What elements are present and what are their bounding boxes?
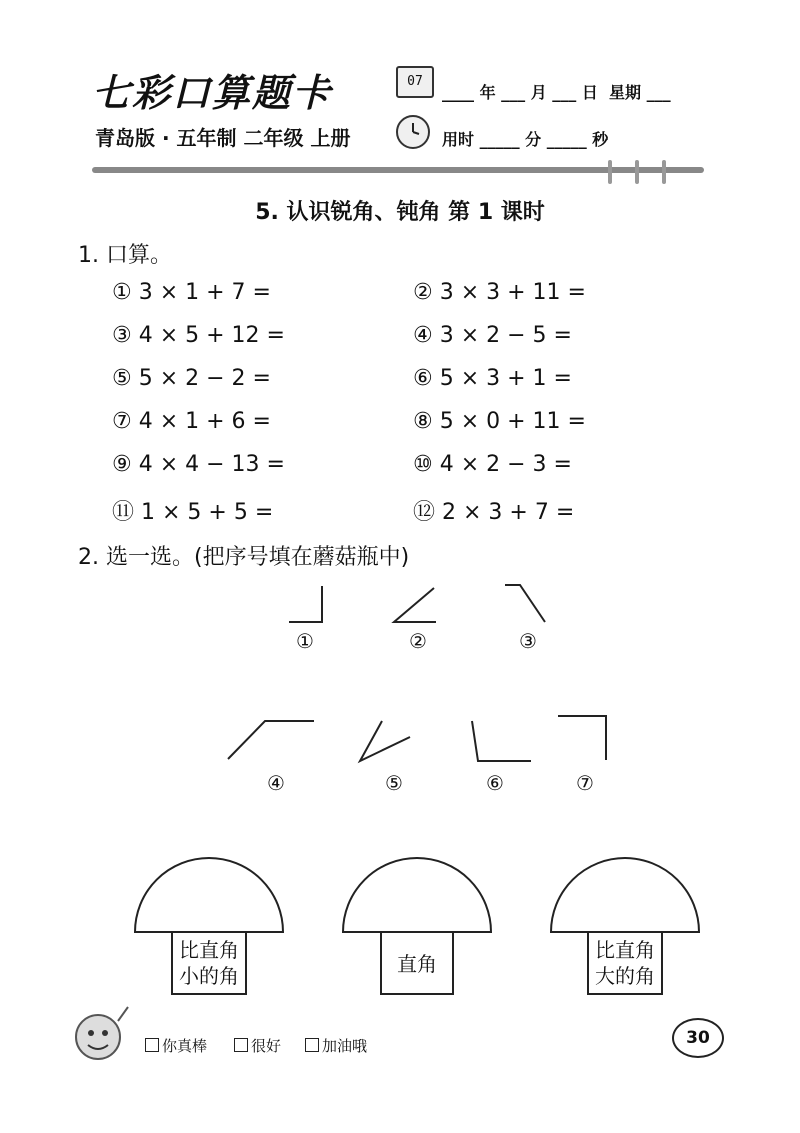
mushroom-1-line2: 小的角 (179, 964, 239, 988)
rating-good[interactable] (234, 1035, 281, 1056)
rating-excellent[interactable] (145, 1035, 207, 1056)
mushroom-3-line2: 大的角 (595, 964, 655, 988)
question-1-title: 1. 口算。 (78, 243, 172, 268)
mushroom-cap-2 (343, 858, 491, 932)
problem-6: ⑥ 5 × 3 + 1 = (413, 366, 572, 391)
mushroom-2-label (381, 951, 453, 977)
angle-2-figure (394, 588, 436, 622)
mushroom-1-line1: 比直角 (179, 938, 239, 962)
option-7: ⑦ (576, 771, 594, 795)
time-line: 用时 _____ 分 _____ 秒 (442, 130, 609, 149)
checkbox-icon[interactable] (234, 1038, 248, 1052)
option-1: ① (296, 629, 314, 653)
angle-3-figure (505, 585, 545, 622)
mushroom-3-line1: 比直角 (595, 938, 655, 962)
page-number: 30 (672, 1018, 724, 1058)
checkbox-icon[interactable] (145, 1038, 159, 1052)
rating-good-label: 很好 (251, 1037, 282, 1055)
problem-2: ② 3 × 3 + 11 = (413, 280, 586, 305)
problem-3: ③ 4 × 5 + 12 = (112, 323, 285, 348)
mascot-illustration (70, 1003, 132, 1069)
problem-12: ⑫ 2 × 3 + 7 = (413, 500, 575, 525)
option-4: ④ (267, 771, 285, 795)
mushroom-cap-3 (551, 858, 699, 932)
angle-1-figure (289, 586, 322, 622)
problem-9: ⑨ 4 × 4 − 13 = (112, 452, 285, 477)
question-2-title: 2. 选一选。(把序号填在蘑菇瓶中) (78, 545, 410, 570)
lesson-title: 5. 认识锐角、钝角 第 1 课时 (255, 200, 545, 225)
problem-7: ⑦ 4 × 1 + 6 = (112, 409, 271, 434)
mushroom-cap-1 (135, 858, 283, 932)
problem-5: ⑤ 5 × 2 − 2 = (112, 366, 271, 391)
angle-4-figure (228, 721, 314, 759)
mushroom-1-label (172, 937, 246, 989)
edition-label: 青岛版 · 五年制 二年级 上册 (95, 126, 351, 150)
problem-10: ⑩ 4 × 2 − 3 = (413, 452, 572, 477)
angle-7-figure (558, 716, 606, 760)
mushroom-2-line1: 直角 (397, 952, 437, 976)
option-6: ⑥ (486, 771, 504, 795)
rating-excellent-label: 你真棒 (162, 1037, 208, 1055)
problem-11: ⑪ 1 × 5 + 5 = (112, 500, 274, 525)
brand-title: 七彩口算题卡 (92, 70, 333, 115)
calendar-day: 07 (407, 74, 423, 89)
problem-4: ④ 3 × 2 − 5 = (413, 323, 572, 348)
rating-keep-going-label: 加油哦 (322, 1037, 368, 1055)
date-line: ____ 年 ___ 月 ___ 日 星期 ___ (442, 83, 671, 102)
checkbox-icon[interactable] (305, 1038, 319, 1052)
rating-keep-going[interactable] (305, 1035, 367, 1056)
angle-5-figure (360, 721, 410, 761)
mushroom-3-label (588, 937, 662, 989)
option-5: ⑤ (385, 771, 403, 795)
angle-6-figure (472, 721, 531, 761)
option-3: ③ (519, 629, 537, 653)
problem-1: ① 3 × 1 + 7 = (112, 280, 271, 305)
option-2: ② (409, 629, 427, 653)
problem-8: ⑧ 5 × 0 + 11 = (413, 409, 586, 434)
